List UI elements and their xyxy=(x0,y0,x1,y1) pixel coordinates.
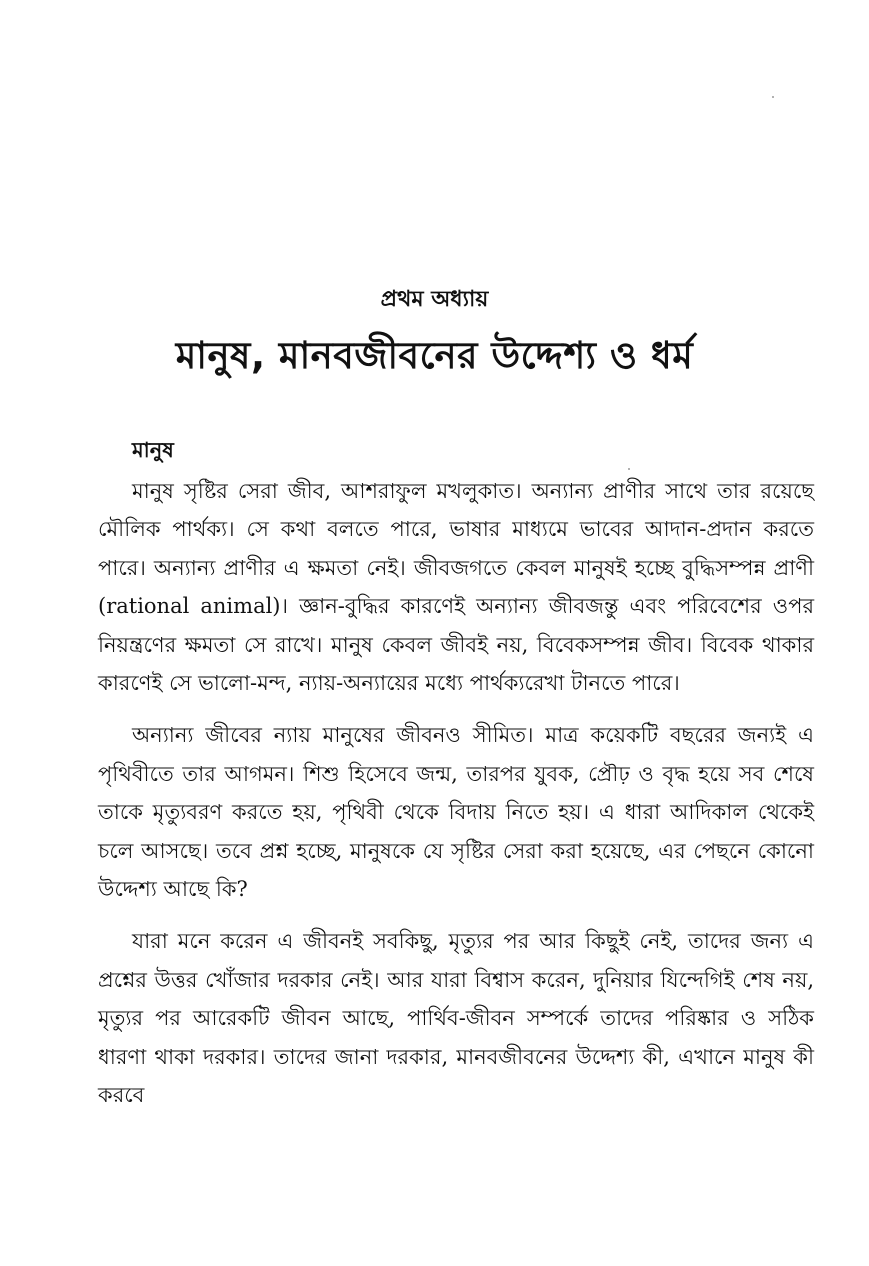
scan-speck xyxy=(628,468,630,470)
chapter-title: মানুষ, মানবজীবনের উদ্দেশ্য ও ধর্ম xyxy=(175,334,694,377)
chapter-label: প্রথম অধ্যায় xyxy=(380,287,489,312)
section-heading: মানুষ xyxy=(132,438,174,462)
scan-speck xyxy=(772,96,774,98)
paragraph-1: মানুষ সৃষ্টির সেরা জীব, আশরাফুল মখলুকাত। অন্যান্য প্রাণীর সাথে তার রয়েছে মৌলিক পার্থক্য। সে কথা বলতে পারে, ভাষার মাধ্যমে ভাবের আদান-প্রদান করতে পারে। অন্যান্য প্রাণীর এ ক্ষমতা নেই। জীবজগতে কেবল মানুষই হচ্ছে বুদ্ধিসম্পন্ন প্রাণী (rational animal)। জ্ঞান-বুদ্ধির কারণেই অন্যান্য জীবজন্তু এবং পরিবেশের ওপর নিয়ন্ত্রণের ক্ষমতা সে রাখে। মানুষ কেবল জীবই নয়, বিবেকসম্পন্ন জীব। বিবেক থাকার কারণেই সে ভালো-মন্দ, ন্যায়-অন্যায়ের মধ্যে পার্থক্যরেখা টানতে পারে। xyxy=(98,479,814,696)
paragraph-2: অন্যান্য জীবের ন্যায় মানুষের জীবনও সীমিত। মাত্র কয়েকটি বছরের জন্যই এ পৃথিবীতে তার আগমন। শিশু হিসেবে জন্ম, তারপর যুবক, প্রৌঢ় ও বৃদ্ধ হয়ে সব শেষে তাকে মৃত্যুবরণ করতে হয়, পৃথিবী থেকে বিদায় নিতে হয়। এ ধারা আদিকাল থেকেই চলে আসছে। তবে প্রশ্ন হচ্ছে, মানুষকে যে সৃষ্টির সেরা করা হয়েছে, এর পেছনে কোনো উদ্দেশ্য আছে কি? xyxy=(98,723,814,902)
body-text xyxy=(98,472,814,1129)
paragraph-3: যারা মনে করেন এ জীবনই সবকিছু, মৃত্যুর পর আর কিছুই নেই, তাদের জন্য এ প্রশ্নের উত্তর খোঁজার দরকার নেই। আর যারা বিশ্বাস করেন, দুনিয়ার যিন্দেগিই শেষ নয়, মৃত্যুর পর আরেকটি জীবন আছে, পার্থিব-জীবন সম্পর্কে তাদের পরিষ্কার ও সঠিক ধারণা থাকা দরকার। তাদের জানা দরকার, মানবজীবনের উদ্দেশ্য কী, এখানে মানুষ কী করবে xyxy=(98,929,814,1108)
